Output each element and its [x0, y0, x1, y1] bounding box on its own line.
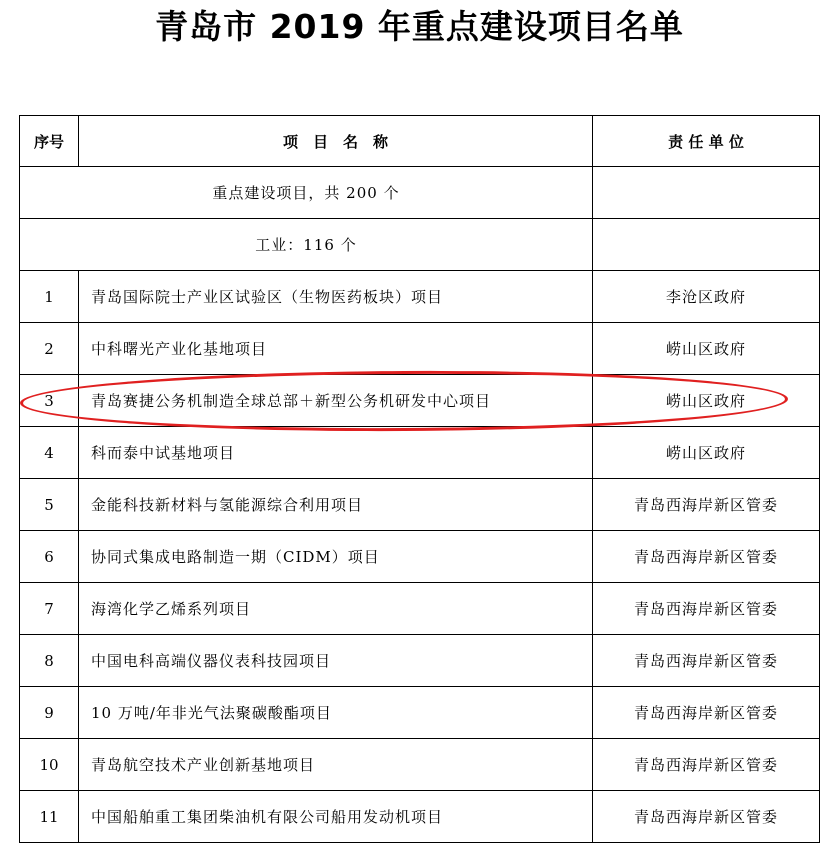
row-project-name: 中国船舶重工集团柴油机有限公司船用发动机项目 — [79, 791, 593, 843]
group-row-key-projects — [20, 167, 820, 219]
group-row-industry — [20, 219, 820, 271]
table-row — [20, 739, 820, 791]
table-header-row — [20, 116, 820, 167]
table-row — [20, 687, 820, 739]
row-serial-number: 10 — [20, 739, 79, 791]
table-row — [20, 791, 820, 843]
row-responsible-unit: 青岛西海岸新区管委 — [593, 739, 820, 791]
row-serial-number: 11 — [20, 791, 79, 843]
group-label-key-projects: 重点建设项目，共 200 个 — [20, 167, 593, 219]
row-serial-number: 6 — [20, 531, 79, 583]
table-row — [20, 375, 820, 427]
row-project-name: 金能科技新材料与氢能源综合利用项目 — [79, 479, 593, 531]
row-project-name: 青岛航空技术产业创新基地项目 — [79, 739, 593, 791]
row-project-name: 青岛国际院士产业区试验区（生物医药板块）项目 — [79, 271, 593, 323]
row-project-name: 10 万吨/年非光气法聚碳酸酯项目 — [79, 687, 593, 739]
header-responsible-unit: 责 任 单 位 — [593, 116, 820, 167]
row-responsible-unit: 李沧区政府 — [593, 271, 820, 323]
row-responsible-unit: 崂山区政府 — [593, 375, 820, 427]
table-row — [20, 323, 820, 375]
table-row — [20, 479, 820, 531]
row-responsible-unit: 崂山区政府 — [593, 323, 820, 375]
row-serial-number: 2 — [20, 323, 79, 375]
row-serial-number: 7 — [20, 583, 79, 635]
project-table — [19, 115, 820, 843]
row-responsible-unit: 青岛西海岸新区管委 — [593, 687, 820, 739]
row-serial-number: 1 — [20, 271, 79, 323]
row-project-name: 中国电科高端仪器仪表科技园项目 — [79, 635, 593, 687]
row-responsible-unit: 青岛西海岸新区管委 — [593, 479, 820, 531]
row-responsible-unit: 青岛西海岸新区管委 — [593, 531, 820, 583]
group-empty-cell — [593, 167, 820, 219]
header-project-name: 项 目 名 称 — [79, 116, 593, 167]
table-row — [20, 531, 820, 583]
group-empty-cell — [593, 219, 820, 271]
header-serial-number: 序号 — [20, 116, 79, 167]
row-project-name: 协同式集成电路制造一期（CIDM）项目 — [79, 531, 593, 583]
row-responsible-unit: 青岛西海岸新区管委 — [593, 635, 820, 687]
table-row — [20, 427, 820, 479]
row-responsible-unit: 青岛西海岸新区管委 — [593, 791, 820, 843]
document-title: 青岛市 2019 年重点建设项目名单 — [155, 7, 684, 46]
row-project-name: 科而泰中试基地项目 — [79, 427, 593, 479]
row-serial-number: 4 — [20, 427, 79, 479]
table-row — [20, 583, 820, 635]
table-row — [20, 635, 820, 687]
row-serial-number: 8 — [20, 635, 79, 687]
row-serial-number: 9 — [20, 687, 79, 739]
row-project-name: 中科曙光产业化基地项目 — [79, 323, 593, 375]
row-project-name: 青岛赛捷公务机制造全球总部＋新型公务机研发中心项目 — [79, 375, 593, 427]
row-serial-number: 5 — [20, 479, 79, 531]
row-responsible-unit: 青岛西海岸新区管委 — [593, 583, 820, 635]
row-serial-number: 3 — [20, 375, 79, 427]
row-responsible-unit: 崂山区政府 — [593, 427, 820, 479]
table-row — [20, 271, 820, 323]
row-project-name: 海湾化学乙烯系列项目 — [79, 583, 593, 635]
group-label-industry: 工业：116 个 — [20, 219, 593, 271]
